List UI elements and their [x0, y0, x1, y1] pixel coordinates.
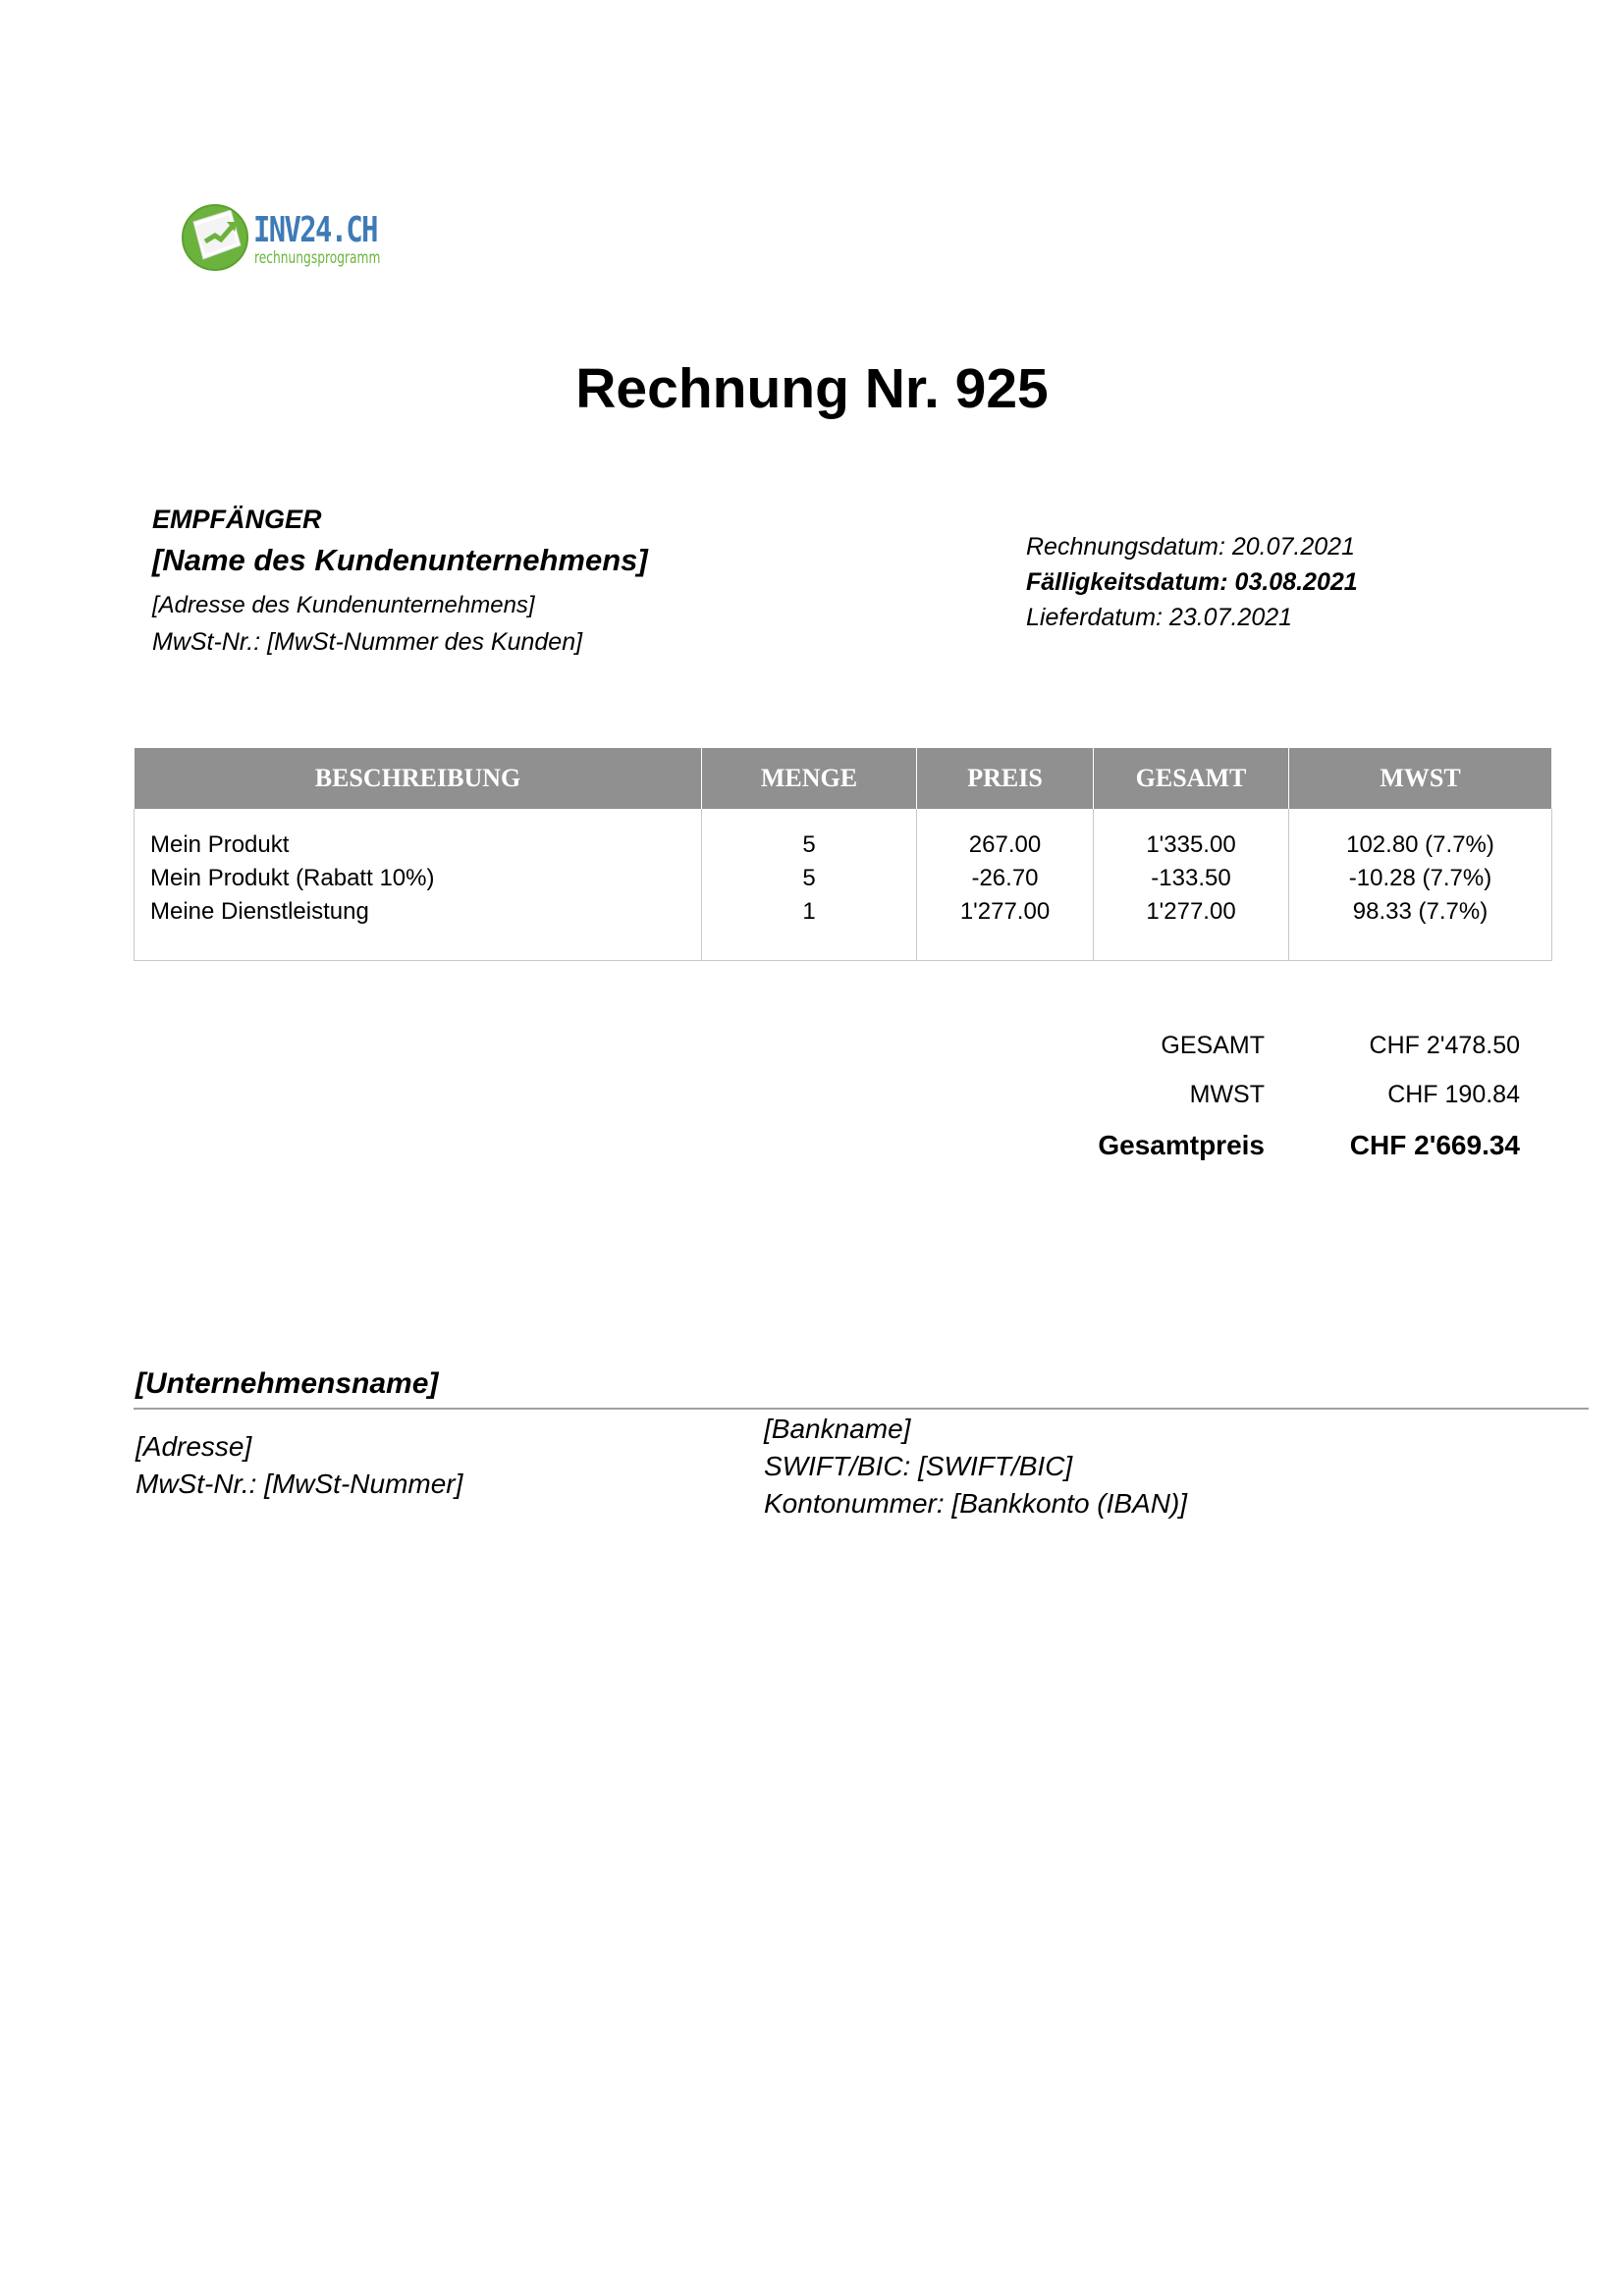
price-column	[917, 809, 1094, 961]
company-address: [Adresse]	[135, 1431, 252, 1462]
description-column	[135, 809, 702, 961]
table-cell: -26.70	[971, 865, 1039, 891]
quantity-column	[702, 809, 917, 961]
table-header-row	[135, 748, 1552, 809]
total-net-label: GESAMT	[1161, 1032, 1265, 1059]
logo-name: INV24.CH	[253, 210, 377, 250]
header-quantity: MENGE	[702, 748, 917, 809]
total-vat-label: MWST	[1189, 1081, 1265, 1108]
grand-total-label: Gesamtpreis	[1098, 1130, 1265, 1160]
vat-column	[1289, 809, 1552, 961]
table-cell: -10.28 (7.7%)	[1348, 865, 1492, 891]
bank-swift: SWIFT/BIC: [SWIFT/BIC]	[764, 1451, 1073, 1481]
bank-name: [Bankname]	[764, 1414, 911, 1444]
recipient-vat: MwSt-Nr.: [MwSt-Nummer des Kunden]	[152, 628, 583, 656]
invoice-date: Rechnungsdatum: 20.07.2021	[1026, 533, 1355, 561]
header-total: GESAMT	[1094, 748, 1289, 809]
company-vat: MwSt-Nr.: [MwSt-Nummer]	[135, 1468, 463, 1499]
total-vat-value: CHF 190.84	[1387, 1081, 1520, 1108]
total-net-value: CHF 2'478.50	[1369, 1032, 1520, 1059]
recipient-name: [Name des Kundenunternehmens]	[152, 543, 648, 577]
footer-divider	[134, 1408, 1589, 1410]
table-cell: 1'277.00	[959, 898, 1051, 925]
bank-iban: Kontonummer: [Bankkonto (IBAN)]	[764, 1488, 1188, 1519]
table-cell: 98.33 (7.7%)	[1352, 898, 1489, 925]
table-cell: Mein Produkt	[150, 831, 290, 858]
total-column	[1094, 809, 1289, 961]
table-cell: Meine Dienstleistung	[150, 898, 369, 925]
header-description: BESCHREIBUNG	[135, 748, 702, 809]
items-table	[134, 748, 1552, 961]
table-cell: Mein Produkt (Rabatt 10%)	[150, 865, 435, 891]
invoice-title: Rechnung Nr. 925	[575, 357, 1049, 420]
invoice-arrow-icon	[183, 205, 247, 270]
header-price: PREIS	[917, 748, 1094, 809]
table-cell: -133.50	[1151, 865, 1231, 891]
table-body-row	[135, 809, 1552, 961]
recipient-label: EMPFÄNGER	[152, 505, 322, 534]
logo-subtitle: rechnungsprogramm	[254, 248, 381, 268]
header-vat: MWST	[1289, 748, 1552, 809]
delivery-date: Lieferdatum: 23.07.2021	[1026, 604, 1293, 631]
table-cell: 102.80 (7.7%)	[1346, 831, 1494, 858]
due-date: Fälligkeitsdatum: 03.08.2021	[1026, 568, 1358, 596]
table-cell: 5	[802, 865, 816, 891]
company-name: [Unternehmensname]	[135, 1367, 439, 1400]
grand-total-value: CHF 2'669.34	[1349, 1130, 1520, 1160]
table-cell: 267.00	[968, 831, 1042, 858]
table-cell: 1	[802, 898, 816, 925]
table-cell: 5	[802, 831, 816, 858]
table-cell: 1'277.00	[1146, 898, 1236, 925]
recipient-address: [Adresse des Kundenunternehmens]	[152, 592, 535, 618]
table-cell: 1'335.00	[1146, 831, 1236, 858]
